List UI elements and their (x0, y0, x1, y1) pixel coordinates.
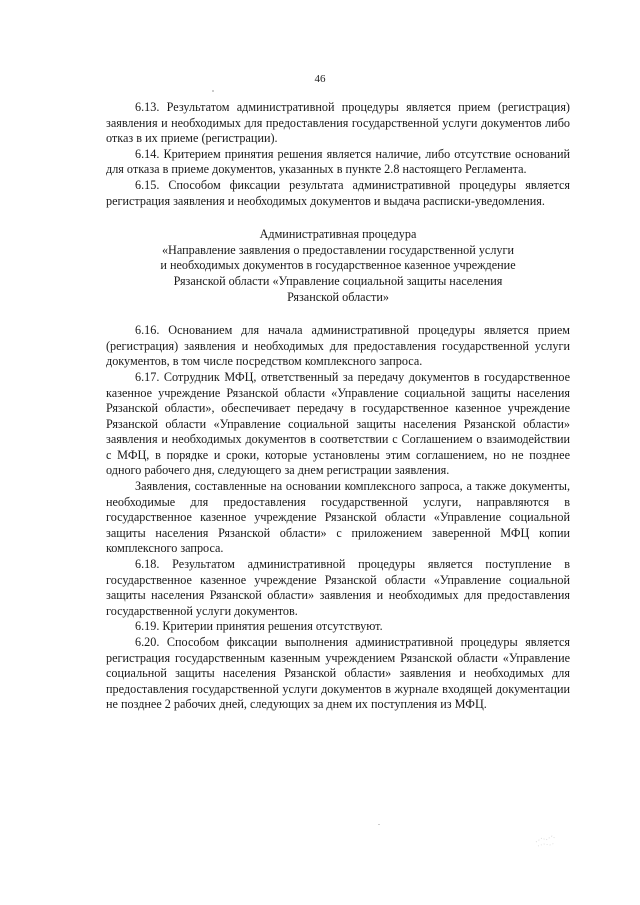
paragraph-6-17: 6.17. Сотрудник МФЦ, ответственный за передачу документов в государственное казенное учреждение Рязанской области «Управление социальной защиты населения Рязанской области», обеспечивает передачу в государственное казенное учреждение Рязанской области «Управление социальной защиты населения Рязанской области» заявления и необходимых документов в соответствии с Соглашением о взаимодействии с МФЦ, в порядке и сроки, которые установлены этим соглашением, но не позднее одного рабочего дня, следующего за днем регистрации заявления. (106, 369, 570, 478)
document-body (106, 100, 570, 713)
section-heading-title: Административная процедура (259, 227, 417, 242)
paragraph-6-16: 6.16. Основанием для начала административной процедуры является прием (регистрация) заявления и необходимых для предоставления государственной услуги документов, в том числе посредством комплексного запроса. (106, 323, 570, 369)
paragraph-6-13: 6.13. Результатом административной процедуры является прием (регистрация) заявления и необходимых для предоставления государственной услуги документов либо отказ в их приеме (регистрации). (106, 100, 570, 146)
paragraph-6-18: 6.18. Результатом административной процедуры является поступление в государственное казенное учреждение Рязанской области «Управление социальной защиты населения Рязанской области» заявления и необходимых для предоставления государственной услуги документов. (106, 557, 570, 618)
page-number: 46 (314, 73, 326, 85)
scan-speck (378, 824, 380, 825)
paragraph-6-20: 6.20. Способом фиксации выполнения административной процедуры является регистрация государственным казенным учреждением Рязанской области «Управление социальной защиты населения Рязанской области» заявления и необходимых для предоставления государственной услуги документов в журнале входящей документации не позднее 2 рабочих дней, следующих за днем их поступления из МФЦ. (106, 635, 570, 712)
section-heading-subtitle: «Направление заявления о предоставлении государственной услуги и необходимых документов в государственное казенное учреждение Рязанской области «Управление социальной защиты населения Рязанской области» (160, 242, 516, 304)
scan-speck (212, 90, 214, 92)
scan-smudge (532, 828, 560, 850)
section-heading (106, 227, 570, 305)
paragraph-6-15: 6.15. Способом фиксации результата административной процедуры является регистрация заявления и необходимых документов и выдача расписки-уведомления. (106, 177, 570, 208)
paragraph-6-19: 6.19. Критерии принятия решения отсутствуют. (135, 619, 383, 634)
paragraph-6-14: 6.14. Критерием принятия решения является наличие, либо отсутствие оснований для отказа в приеме документов, указанных в пункте 2.8 настоящего Регламента. (106, 146, 570, 177)
paragraph-complex-request: Заявления, составленные на основании комплексного запроса, а также документы, необходимые для предоставления государственной услуги, направляются в государственное казенное учреждение Рязанской области «Управление социальной защиты населения Рязанской области» с приложением заверенной МФЦ копии комплексного запроса. (106, 479, 570, 556)
